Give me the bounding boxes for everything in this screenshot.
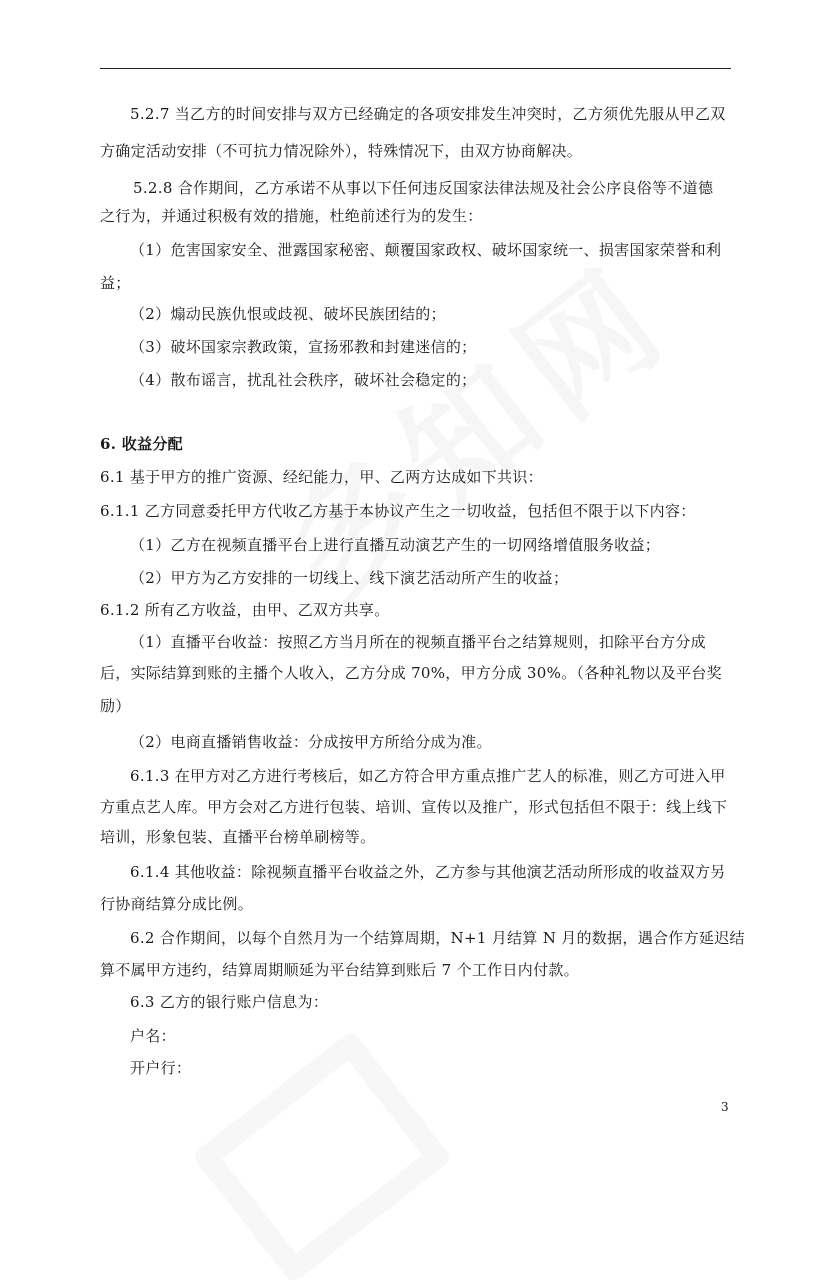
list-item: （1）直播平台收益：按照乙方当月所在的视频直播平台之结算规则，扣除平台方分成 (130, 633, 706, 651)
list-item: （2）甲方为乙方安排的一切线上、线下演艺活动所产生的收益； (130, 569, 569, 587)
paragraph-line: 6.1.1 乙方同意委托甲方代收乙方基于本协议产生之一切收益，包括但不限于以下内容： (100, 502, 696, 520)
paragraph-line: 6.3 乙方的银行账户信息为： (130, 993, 329, 1011)
paragraph-line: 6.1.3 在甲方对乙方进行考核后，如乙方符合甲方重点推广艺人的标准，则乙方可进入甲 (130, 767, 726, 785)
paragraph-line: 培训，形象包装、直播平台榜单刷榜等。 (100, 828, 376, 846)
list-item: （2）煽动民族仇恨或歧视、破坏民族团结的； (130, 305, 446, 323)
paragraph-line: 方重点艺人库。甲方会对乙方进行包装、培训、宣传以及推广，形式包括但不限于：线上线下 (100, 798, 728, 816)
paragraph-line: 方确定活动安排（不可抗力情况除外），特殊情况下，由双方协商解决。 (100, 142, 583, 160)
header-rule (100, 68, 731, 69)
list-item: （2）电商直播销售收益：分成按甲方所给分成为准。 (130, 733, 492, 751)
paragraph-line: 算不属甲方违约，结算周期顺延为平台结算到账后 7 个工作日内付款。 (100, 961, 579, 979)
paragraph-line: 6.2 合作期间，以每个自然月为一个结算周期，N+1 月结算 N 月的数据，遇合作方延迟结 (130, 929, 745, 947)
list-item: （4）散布谣言，扰乱社会秩序，破坏社会稳定的； (130, 371, 477, 389)
paragraph-line: 5.2.7 当乙方的时间安排与双方已经确定的各项安排发生冲突时，乙方须优先服从甲乙双 (130, 105, 726, 123)
paragraph-line: 5.2.8 合作期间，乙方承诺不从事以下任何违反国家法律法规及社会公序良俗等不道德 (133, 179, 714, 197)
bank-label: 开户行： (130, 1059, 192, 1077)
paragraph-line: 6.1.2 所有乙方收益，由甲、乙双方共享。 (100, 601, 390, 619)
paragraph-line: 后，实际结算到账的主播个人收入，乙方分成 70%，甲方分成 30%。（各种礼物以及平台奖 (100, 664, 722, 682)
list-item: （3）破坏国家宗教政策，宣扬邪教和封建迷信的； (130, 338, 477, 356)
paragraph-line: 益； (100, 274, 131, 292)
paragraph-line: 6.1.4 其他收益：除视频直播平台收益之外，乙方参与其他演艺活动所形成的收益双方另 (130, 863, 726, 881)
list-item: （1）乙方在视频直播平台上进行直播互动演艺产生的一切网络增值服务收益； (130, 536, 661, 554)
watermark-ghost (191, 1030, 453, 1284)
paragraph-line: 行协商结算分成比例。 (100, 895, 254, 913)
account-name-label: 户名： (130, 1027, 176, 1045)
section-heading: 6. 收益分配 (100, 435, 183, 453)
paragraph-line: 6.1 基于甲方的推广资源、经纪能力，甲、乙两方达成如下共识： (100, 468, 543, 486)
page-number: 3 (721, 1100, 729, 1114)
list-item: （1）危害国家安全、泄露国家秘密、颠覆国家政权、破坏国家统一、损害国家荣誉和利 (130, 241, 722, 259)
paragraph-line: 之行为，并通过积极有效的措施，杜绝前述行为的发生： (100, 207, 483, 225)
paragraph-line: 励） (100, 697, 131, 715)
